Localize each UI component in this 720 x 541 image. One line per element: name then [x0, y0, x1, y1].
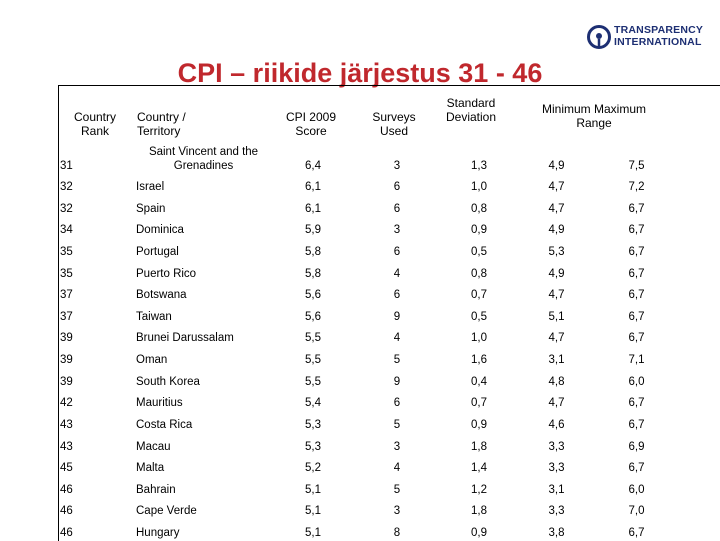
header-country-rank: Country Rank [73, 110, 117, 138]
header-cpi-score: CPI 2009 Score [285, 110, 337, 138]
cell-rank: 32 [60, 181, 73, 193]
cell-min: 4,9 [548, 160, 565, 172]
cell-min: 4,7 [548, 332, 565, 344]
cell-stddev: 0,8 [471, 203, 487, 215]
cell-cpi: 5,2 [305, 462, 321, 474]
cell-cpi: 5,9 [305, 224, 321, 236]
cell-country: Dominica [136, 224, 184, 236]
cell-stddev: 1,4 [471, 462, 487, 474]
cell-country: Hungary [136, 527, 180, 539]
cell-surveys: 4 [393, 268, 401, 280]
cell-min: 3,1 [548, 484, 565, 496]
cell-min: 3,3 [548, 441, 565, 453]
cell-min: 3,8 [548, 527, 565, 539]
cell-stddev: 1,8 [471, 441, 487, 453]
table-row [59, 263, 720, 285]
logo-line-2: INTERNATIONAL [614, 36, 702, 48]
cell-surveys: 5 [393, 419, 401, 431]
cell-country: Botswana [136, 289, 187, 301]
table-row [59, 436, 720, 458]
cell-min: 5,3 [548, 246, 565, 258]
logo-line-1: TRANSPARENCY [614, 24, 704, 36]
table-row [59, 141, 720, 172]
cell-surveys: 9 [393, 311, 401, 323]
cell-country: Saint Vincent and the Grenadines [148, 146, 259, 172]
cell-rank: 43 [60, 419, 73, 431]
cell-rank: 46 [60, 527, 73, 539]
table-row [59, 392, 720, 414]
cell-rank: 34 [60, 224, 73, 236]
cell-min: 4,6 [548, 419, 565, 431]
cell-surveys: 3 [393, 441, 401, 453]
header-country-territory: Country / Territory [137, 110, 186, 138]
table-row [59, 198, 720, 220]
cell-min: 3,1 [548, 354, 565, 366]
cell-rank: 39 [60, 354, 73, 366]
cell-country: Puerto Rico [136, 268, 197, 280]
transparency-international-logo [587, 22, 712, 54]
cell-surveys: 5 [393, 354, 401, 366]
cell-surveys: 6 [393, 397, 401, 409]
ti-emblem-icon [587, 24, 611, 50]
table-row [59, 176, 720, 198]
cell-surveys: 3 [393, 505, 401, 517]
header-min-max-range: Minimum Maximum Range [541, 102, 646, 130]
cell-cpi: 5,6 [305, 311, 321, 323]
cell-max: 6,7 [628, 224, 645, 236]
cell-max: 6,7 [628, 246, 645, 258]
cell-cpi: 5,5 [305, 376, 321, 388]
cell-stddev: 0,9 [471, 224, 487, 236]
cell-rank: 35 [60, 246, 73, 258]
cell-rank: 37 [60, 311, 73, 323]
cell-cpi: 5,8 [305, 268, 321, 280]
cell-rank: 39 [60, 376, 73, 388]
page-title: CPI – riikide järjestus 31 - 46 [177, 58, 543, 88]
cell-country: Bahrain [136, 484, 176, 496]
table-row [59, 500, 720, 522]
cell-cpi: 5,6 [305, 289, 321, 301]
cell-stddev: 0,9 [471, 527, 487, 539]
cell-rank: 31 [60, 160, 73, 172]
cell-min: 4,8 [548, 376, 565, 388]
header-surveys-used: Surveys Used [372, 110, 416, 138]
cell-surveys: 6 [393, 181, 401, 193]
cell-max: 6,7 [628, 268, 645, 280]
table-row [59, 284, 720, 306]
cell-max: 6,7 [628, 462, 645, 474]
cell-cpi: 5,3 [305, 441, 321, 453]
cell-country: Brunei Darussalam [136, 332, 234, 344]
table-row [59, 371, 720, 393]
cell-rank: 43 [60, 441, 73, 453]
cell-surveys: 4 [393, 332, 401, 344]
cell-cpi: 5,4 [305, 397, 321, 409]
cell-cpi: 5,8 [305, 246, 321, 258]
table-row [59, 219, 720, 241]
cell-country: Spain [136, 203, 166, 215]
table-row [59, 479, 720, 501]
cell-rank: 35 [60, 268, 73, 280]
cell-max: 6,7 [628, 203, 645, 215]
cell-stddev: 1,0 [471, 332, 487, 344]
cpi-table [58, 85, 720, 541]
cell-cpi: 6,1 [305, 181, 321, 193]
cell-min: 4,9 [548, 224, 565, 236]
cell-cpi: 6,1 [305, 203, 321, 215]
cell-max: 6,7 [628, 332, 645, 344]
cell-min: 3,3 [548, 462, 565, 474]
cell-country: Costa Rica [136, 419, 193, 431]
table-row [59, 306, 720, 328]
cell-surveys: 5 [393, 484, 401, 496]
cell-stddev: 0,9 [471, 419, 487, 431]
cell-max: 6,7 [628, 527, 645, 539]
cell-cpi: 5,3 [305, 419, 321, 431]
cell-surveys: 4 [393, 462, 401, 474]
cell-stddev: 1,6 [471, 354, 487, 366]
table-row [59, 241, 720, 263]
cell-rank: 32 [60, 203, 73, 215]
cell-max: 7,5 [628, 160, 645, 172]
cell-rank: 46 [60, 484, 73, 496]
cell-surveys: 6 [393, 203, 401, 215]
cell-rank: 37 [60, 289, 73, 301]
cell-country: Cape Verde [136, 505, 197, 517]
header-standard-deviation: Standard Deviation [445, 96, 497, 124]
cell-stddev: 0,5 [471, 246, 487, 258]
cell-cpi: 5,5 [305, 332, 321, 344]
cell-country: Taiwan [136, 311, 172, 323]
cell-stddev: 1,3 [471, 160, 487, 172]
cell-cpi: 5,5 [305, 354, 321, 366]
table-row [59, 457, 720, 479]
cell-rank: 42 [60, 397, 73, 409]
cell-cpi: 6,4 [305, 160, 321, 172]
table-row [59, 327, 720, 349]
cell-country: Oman [136, 354, 168, 366]
table-row [59, 349, 720, 371]
cell-min: 4,7 [548, 203, 565, 215]
cell-stddev: 1,0 [471, 181, 487, 193]
cell-rank: 45 [60, 462, 73, 474]
cell-max: 6,7 [628, 419, 645, 431]
cell-min: 4,7 [548, 181, 565, 193]
cell-country: Portugal [136, 246, 179, 258]
cell-max: 6,9 [628, 441, 645, 453]
cell-stddev: 0,7 [471, 289, 487, 301]
cell-max: 7,2 [628, 181, 645, 193]
cell-stddev: 0,5 [471, 311, 487, 323]
cell-max: 6,0 [628, 484, 645, 496]
cell-stddev: 0,7 [471, 397, 487, 409]
cell-min: 3,3 [548, 505, 565, 517]
cell-surveys: 6 [393, 289, 401, 301]
cell-country: Malta [136, 462, 165, 474]
cell-country: Macau [136, 441, 171, 453]
cell-stddev: 0,8 [471, 268, 487, 280]
cell-cpi: 5,1 [305, 505, 321, 517]
table-row [59, 414, 720, 436]
cell-country: Israel [136, 181, 165, 193]
cell-max: 6,0 [628, 376, 645, 388]
cell-min: 4,7 [548, 397, 565, 409]
cell-cpi: 5,1 [305, 484, 321, 496]
cell-country: South Korea [136, 376, 200, 388]
cell-stddev: 0,4 [471, 376, 487, 388]
cell-cpi: 5,1 [305, 527, 321, 539]
table-row [59, 522, 720, 541]
cell-rank: 39 [60, 332, 73, 344]
cell-surveys: 6 [393, 246, 401, 258]
cell-country: Mauritius [136, 397, 183, 409]
cell-surveys: 8 [393, 527, 401, 539]
cell-surveys: 3 [393, 224, 401, 236]
cell-stddev: 1,2 [471, 484, 487, 496]
cell-surveys: 9 [393, 376, 401, 388]
cell-surveys: 3 [393, 160, 401, 172]
cell-max: 7,0 [628, 505, 645, 517]
cell-max: 6,7 [628, 289, 645, 301]
cell-min: 4,9 [548, 268, 565, 280]
cell-min: 4,7 [548, 289, 565, 301]
cell-max: 6,7 [628, 397, 645, 409]
cell-stddev: 1,8 [471, 505, 487, 517]
cell-max: 7,1 [628, 354, 645, 366]
cell-max: 6,7 [628, 311, 645, 323]
cell-rank: 46 [60, 505, 73, 517]
cell-min: 5,1 [548, 311, 565, 323]
